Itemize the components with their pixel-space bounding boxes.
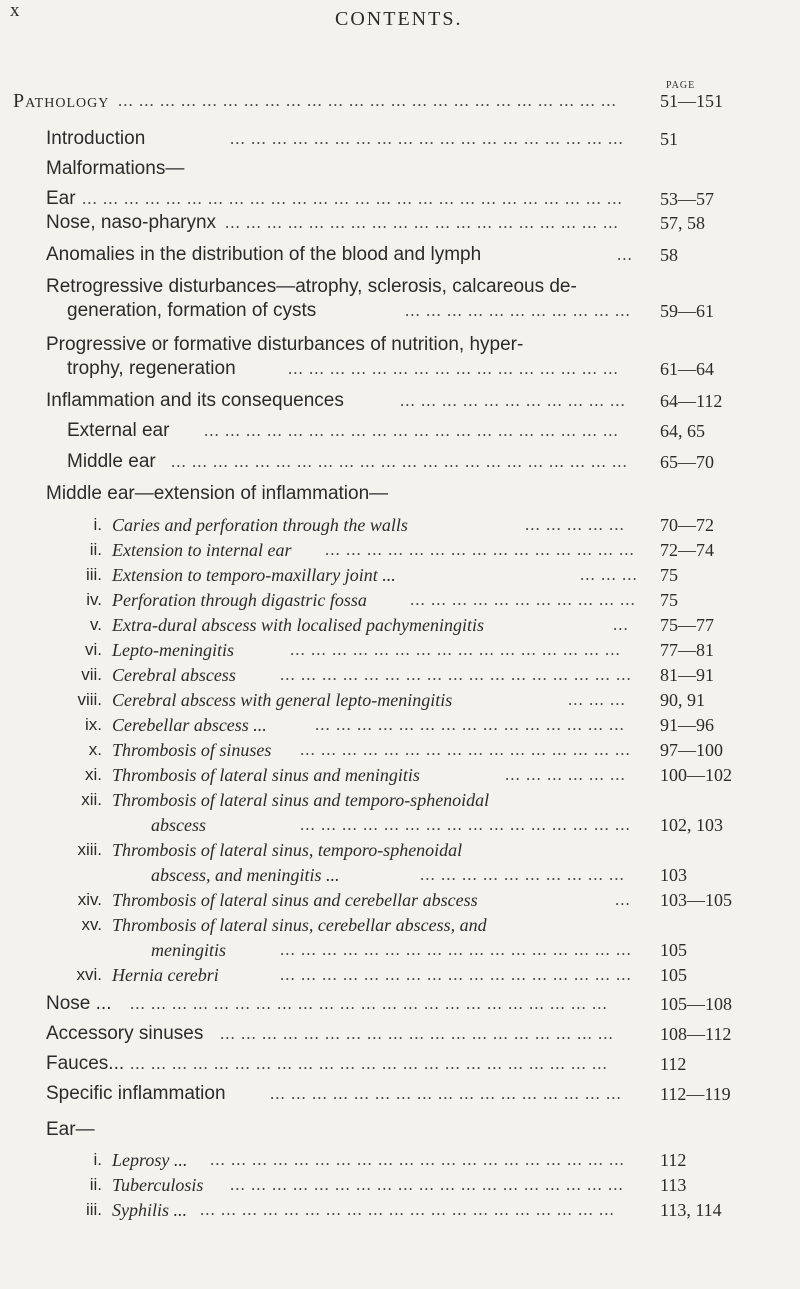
leader-dots: ... ... ... ... ... ... ... ... ... ... ... ... ... ... ... ... ... (280, 965, 632, 984)
leader-dots: ... ... ... ... ... (525, 515, 625, 534)
toc-entry-page: 108—112 (660, 1024, 732, 1044)
toc-entry-label: Extra-dural abscess with localised pachymeningitis (112, 615, 484, 635)
leader-dots: ... ... ... ... ... ... ... ... ... ... ... ... ... ... ... ... ... ... ... ... ... ... ... ... (118, 91, 617, 110)
toc-entry-label: Syphilis ... (112, 1200, 187, 1220)
leader-dots: ... ... ... ... ... ... ... ... ... ... (420, 865, 625, 884)
toc-entry-page: 113, 114 (660, 1200, 722, 1220)
toc-entry (0, 991, 800, 1017)
toc-entry-numeral: vii. (81, 665, 102, 684)
toc-entry-numeral: xiv. (77, 890, 102, 909)
toc-entry-label: Extension to internal ear (112, 540, 292, 560)
toc-entry-numeral: ix. (85, 715, 102, 734)
toc-entry-page: 105 (660, 940, 687, 960)
toc-entry-label: trophy, regeneration (67, 358, 236, 379)
leader-dots: ... ... ... ... ... ... ... ... ... ... ... ... ... ... ... ... (290, 640, 621, 659)
toc-entry-label: Pathology (13, 90, 110, 112)
leader-dots: ... ... ... ... ... ... ... ... ... ... ... ... ... ... ... (315, 715, 625, 734)
toc-entry-numeral: ii. (89, 540, 102, 559)
leader-dots: ... ... ... ... ... ... ... ... ... ... ... ... ... ... ... ... ... (270, 1084, 622, 1103)
toc-entry-page: 77—81 (660, 640, 714, 660)
leader-dots: ... (613, 615, 629, 634)
toc-entry-page: 75 (660, 590, 678, 610)
leader-dots: ... ... ... ... ... ... ... ... ... ... ... ... ... ... ... (325, 540, 635, 559)
toc-entry (0, 126, 800, 152)
toc-entry-page: 51 (660, 129, 678, 149)
toc-entry-label: Ear (46, 188, 76, 209)
toc-entry-page: 112 (660, 1150, 687, 1170)
toc-entry-label: Thrombosis of lateral sinus, cerebellar abscess, and (112, 915, 487, 935)
toc-entry-label: abscess, and meningitis ... (151, 865, 340, 885)
toc-entry (0, 937, 800, 963)
toc-entry-numeral: viii. (77, 690, 102, 709)
toc-entry-label: Middle ear—extension of inflammation— (46, 483, 389, 504)
toc-entry-page: 103—105 (660, 890, 732, 910)
toc-entry-label: Thrombosis of lateral sinus, temporo-sphenoidal (112, 840, 463, 860)
toc-entry (0, 612, 800, 638)
toc-entry (0, 1117, 800, 1143)
toc-entry-label: Nose ... (46, 993, 112, 1014)
toc-entry-label: Anomalies in the distribution of the blood and lymph (46, 244, 482, 265)
toc-entry (0, 1197, 800, 1223)
toc-entry (0, 88, 800, 114)
toc-entry-numeral: iv. (86, 590, 102, 609)
toc-entry (0, 186, 800, 212)
toc-entry-label: Thrombosis of lateral sinus and meningitis (112, 765, 420, 785)
toc-entry-label: Progressive or formative disturbances of nutrition, hyper- (46, 334, 524, 355)
toc-entry-page: 91—96 (660, 715, 714, 735)
leader-dots: ... ... ... ... ... ... ... ... ... ... ... ... ... ... ... ... (288, 359, 619, 378)
toc-entry-label: Fauces... (46, 1053, 125, 1074)
toc-entry (0, 712, 800, 738)
toc-entry-page: 70—72 (660, 515, 714, 535)
leader-dots: ... ... ... ... ... ... ... ... ... ... ... ... ... ... ... ... ... ... ... ... (204, 421, 619, 440)
toc-entry-page: 100—102 (660, 765, 732, 785)
toc-entry (0, 332, 800, 358)
toc-entry-label: Retrogressive disturbances—atrophy, sclerosis, calcareous de- (46, 276, 577, 297)
toc-entry (0, 887, 800, 913)
toc-entry-label: Thrombosis of lateral sinus and temporo-sphenoidal (112, 790, 490, 810)
toc-entry-label: Cerebellar abscess ... (112, 715, 267, 735)
leader-dots: ... ... ... ... ... ... ... ... ... ... ... (405, 301, 631, 320)
toc-entry (0, 837, 800, 863)
leader-dots: ... (617, 245, 633, 264)
toc-entry-label: Extension to temporo-maxillary joint ... (112, 565, 396, 585)
toc-entry-label: generation, formation of cysts (67, 300, 317, 321)
toc-entry-label: Accessory sinuses (46, 1023, 204, 1044)
toc-entry (0, 862, 800, 888)
toc-entry-page: 58 (660, 245, 678, 265)
toc-entry-numeral: ii. (89, 1175, 102, 1194)
toc-entry-page: 105—108 (660, 994, 732, 1014)
toc-entry-page: 81—91 (660, 665, 714, 685)
toc-entry-label: Malformations— (46, 158, 185, 179)
toc-entry-page: 102, 103 (660, 815, 723, 835)
toc-entry (0, 210, 800, 236)
toc-entry-numeral: iii. (85, 1200, 102, 1219)
toc-entry (0, 562, 800, 588)
leader-dots: ... ... ... ... ... ... ... ... ... ... ... ... ... ... ... ... ... ... ... ... ... ... ... ... ... ... (82, 189, 623, 208)
toc-entry-label: Ear— (46, 1119, 95, 1140)
toc-entry-page: 112 (660, 1054, 687, 1074)
toc-entry-numeral: iii. (85, 565, 102, 584)
toc-entry (0, 481, 800, 507)
leader-dots: ... ... ... ... ... ... ... ... ... ... ... ... ... ... ... ... ... (280, 665, 632, 684)
toc-entry-numeral: v. (90, 615, 102, 634)
toc-entry-label: Introduction (46, 128, 146, 149)
leader-dots: ... ... ... ... ... ... (505, 765, 626, 784)
toc-entry (0, 637, 800, 663)
toc-entry-numeral: i. (93, 515, 102, 534)
leader-dots: ... ... ... ... ... ... ... ... ... ... ... ... ... ... ... ... (300, 815, 631, 834)
toc-entry-page: 72—74 (660, 540, 714, 560)
toc-entry-page: 59—61 (660, 301, 714, 321)
toc-entry-page: 90, 91 (660, 690, 705, 710)
leader-dots: ... ... ... ... ... ... ... ... ... ... ... ... ... ... ... ... ... ... ... (230, 1175, 624, 1194)
toc-entry-page: 64, 65 (660, 421, 705, 441)
page-number-letter: x (10, 0, 20, 21)
page-column-label: PAGE (666, 80, 696, 91)
leader-dots: ... (615, 890, 631, 909)
toc-entry (0, 587, 800, 613)
toc-entry-label: Leprosy ... (112, 1150, 188, 1170)
leader-dots: ... ... ... ... ... ... ... ... ... ... ... ... ... ... ... ... ... ... ... (230, 129, 624, 148)
toc-entry (0, 1051, 800, 1077)
toc-entry-label: Middle ear (67, 451, 156, 472)
toc-entry (0, 962, 800, 988)
toc-entry-label: Nose, naso-pharynx (46, 212, 217, 233)
toc-entry-label: Thrombosis of lateral sinus and cerebellar abscess (112, 890, 478, 910)
toc-entry (0, 737, 800, 763)
toc-entry-page: 105 (660, 965, 687, 985)
toc-entry (0, 298, 800, 324)
leader-dots: ... ... ... ... ... ... ... ... ... ... ... ... ... ... ... ... ... ... ... ... ... ... (171, 452, 628, 471)
toc-entry (0, 1081, 800, 1107)
leader-dots: ... ... ... (568, 690, 626, 709)
toc-entry (0, 388, 800, 414)
page-title: CONTENTS. (335, 8, 463, 30)
toc-entry-page: 97—100 (660, 740, 723, 760)
leader-dots: ... ... ... ... ... ... ... ... ... ... ... ... ... ... ... ... ... (280, 940, 632, 959)
toc-entry (0, 1021, 800, 1047)
toc-entry (0, 687, 800, 713)
toc-entry-numeral: xiii. (77, 840, 102, 859)
leader-dots: ... ... ... ... ... ... ... ... ... ... ... ... ... ... ... ... ... ... ... ... ... ... ... (130, 1054, 608, 1073)
toc-entry-label: Lepto-meningitis (112, 640, 234, 660)
leader-dots: ... ... ... ... ... ... ... ... ... ... ... ... ... ... ... ... ... ... ... ... (210, 1150, 625, 1169)
toc-entry (0, 762, 800, 788)
toc-entry (0, 156, 800, 182)
toc-entry-label: Specific inflammation (46, 1083, 226, 1104)
toc-entry (0, 274, 800, 300)
toc-entry-label: Hernia cerebri (112, 965, 219, 985)
toc-entry-label: Caries and perforation through the walls (112, 515, 408, 535)
toc-entry-numeral: xv. (81, 915, 102, 934)
leader-dots: ... ... ... (580, 565, 638, 584)
toc-entry-page: 65—70 (660, 452, 714, 472)
toc-entry (0, 242, 800, 268)
toc-entry-label: meningitis (151, 940, 226, 960)
toc-entry-numeral: i. (93, 1150, 102, 1169)
toc-entry-label: Tuberculosis (112, 1175, 204, 1195)
toc-entry (0, 662, 800, 688)
leader-dots: ... ... ... ... ... ... ... ... ... ... ... ... ... ... ... ... ... ... ... (225, 213, 619, 232)
toc-entry-page: 51—151 (660, 91, 723, 111)
toc-entry-page: 112—119 (660, 1084, 731, 1104)
toc-entry-numeral: xii. (81, 790, 102, 809)
toc-entry-label: External ear (67, 420, 170, 441)
toc-entry-page: 53—57 (660, 189, 714, 209)
toc-entry (0, 449, 800, 475)
leader-dots: ... ... ... ... ... ... ... ... ... ... ... ... ... ... ... ... ... ... ... (220, 1024, 614, 1043)
toc-entry (0, 356, 800, 382)
toc-entry-numeral: xvi. (76, 965, 102, 984)
toc-entry (0, 787, 800, 813)
toc-entry (0, 537, 800, 563)
toc-entry-label: Cerebral abscess with general lepto-meningitis (112, 690, 453, 710)
toc-entry-page: 75—77 (660, 615, 714, 635)
toc-entry-page: 103 (660, 865, 687, 885)
toc-entry-page: 61—64 (660, 359, 714, 379)
toc-entry (0, 812, 800, 838)
toc-entry-numeral: x. (88, 740, 102, 759)
toc-entry (0, 1147, 800, 1173)
leader-dots: ... ... ... ... ... ... ... ... ... ... ... (400, 391, 626, 410)
toc-entry-numeral: xi. (85, 765, 102, 784)
leader-dots: ... ... ... ... ... ... ... ... ... ... ... ... ... ... ... ... ... ... ... ... (200, 1200, 615, 1219)
toc-entry-page: 113 (660, 1175, 687, 1195)
leader-dots: ... ... ... ... ... ... ... ... ... ... ... ... ... ... ... ... (300, 740, 631, 759)
leader-dots: ... ... ... ... ... ... ... ... ... ... ... (410, 590, 636, 609)
toc-entry-label: Inflammation and its consequences (46, 390, 344, 411)
toc-entry-label: Cerebral abscess (112, 665, 236, 685)
toc-entry-numeral: vi. (85, 640, 102, 659)
toc-entry (0, 1172, 800, 1198)
toc-entry (0, 418, 800, 444)
toc-entry-page: 75 (660, 565, 678, 585)
leader-dots: ... ... ... ... ... ... ... ... ... ... ... ... ... ... ... ... ... ... ... ... ... ... ... (130, 994, 608, 1013)
toc-entry-label: Perforation through digastric fossa (112, 590, 367, 610)
toc-entry (0, 512, 800, 538)
toc-entry-label: Thrombosis of sinuses (112, 740, 272, 760)
toc-entry-label: abscess (151, 815, 206, 835)
toc-entry-page: 57, 58 (660, 213, 705, 233)
toc-entry-page: 64—112 (660, 391, 723, 411)
toc-entry (0, 912, 800, 938)
